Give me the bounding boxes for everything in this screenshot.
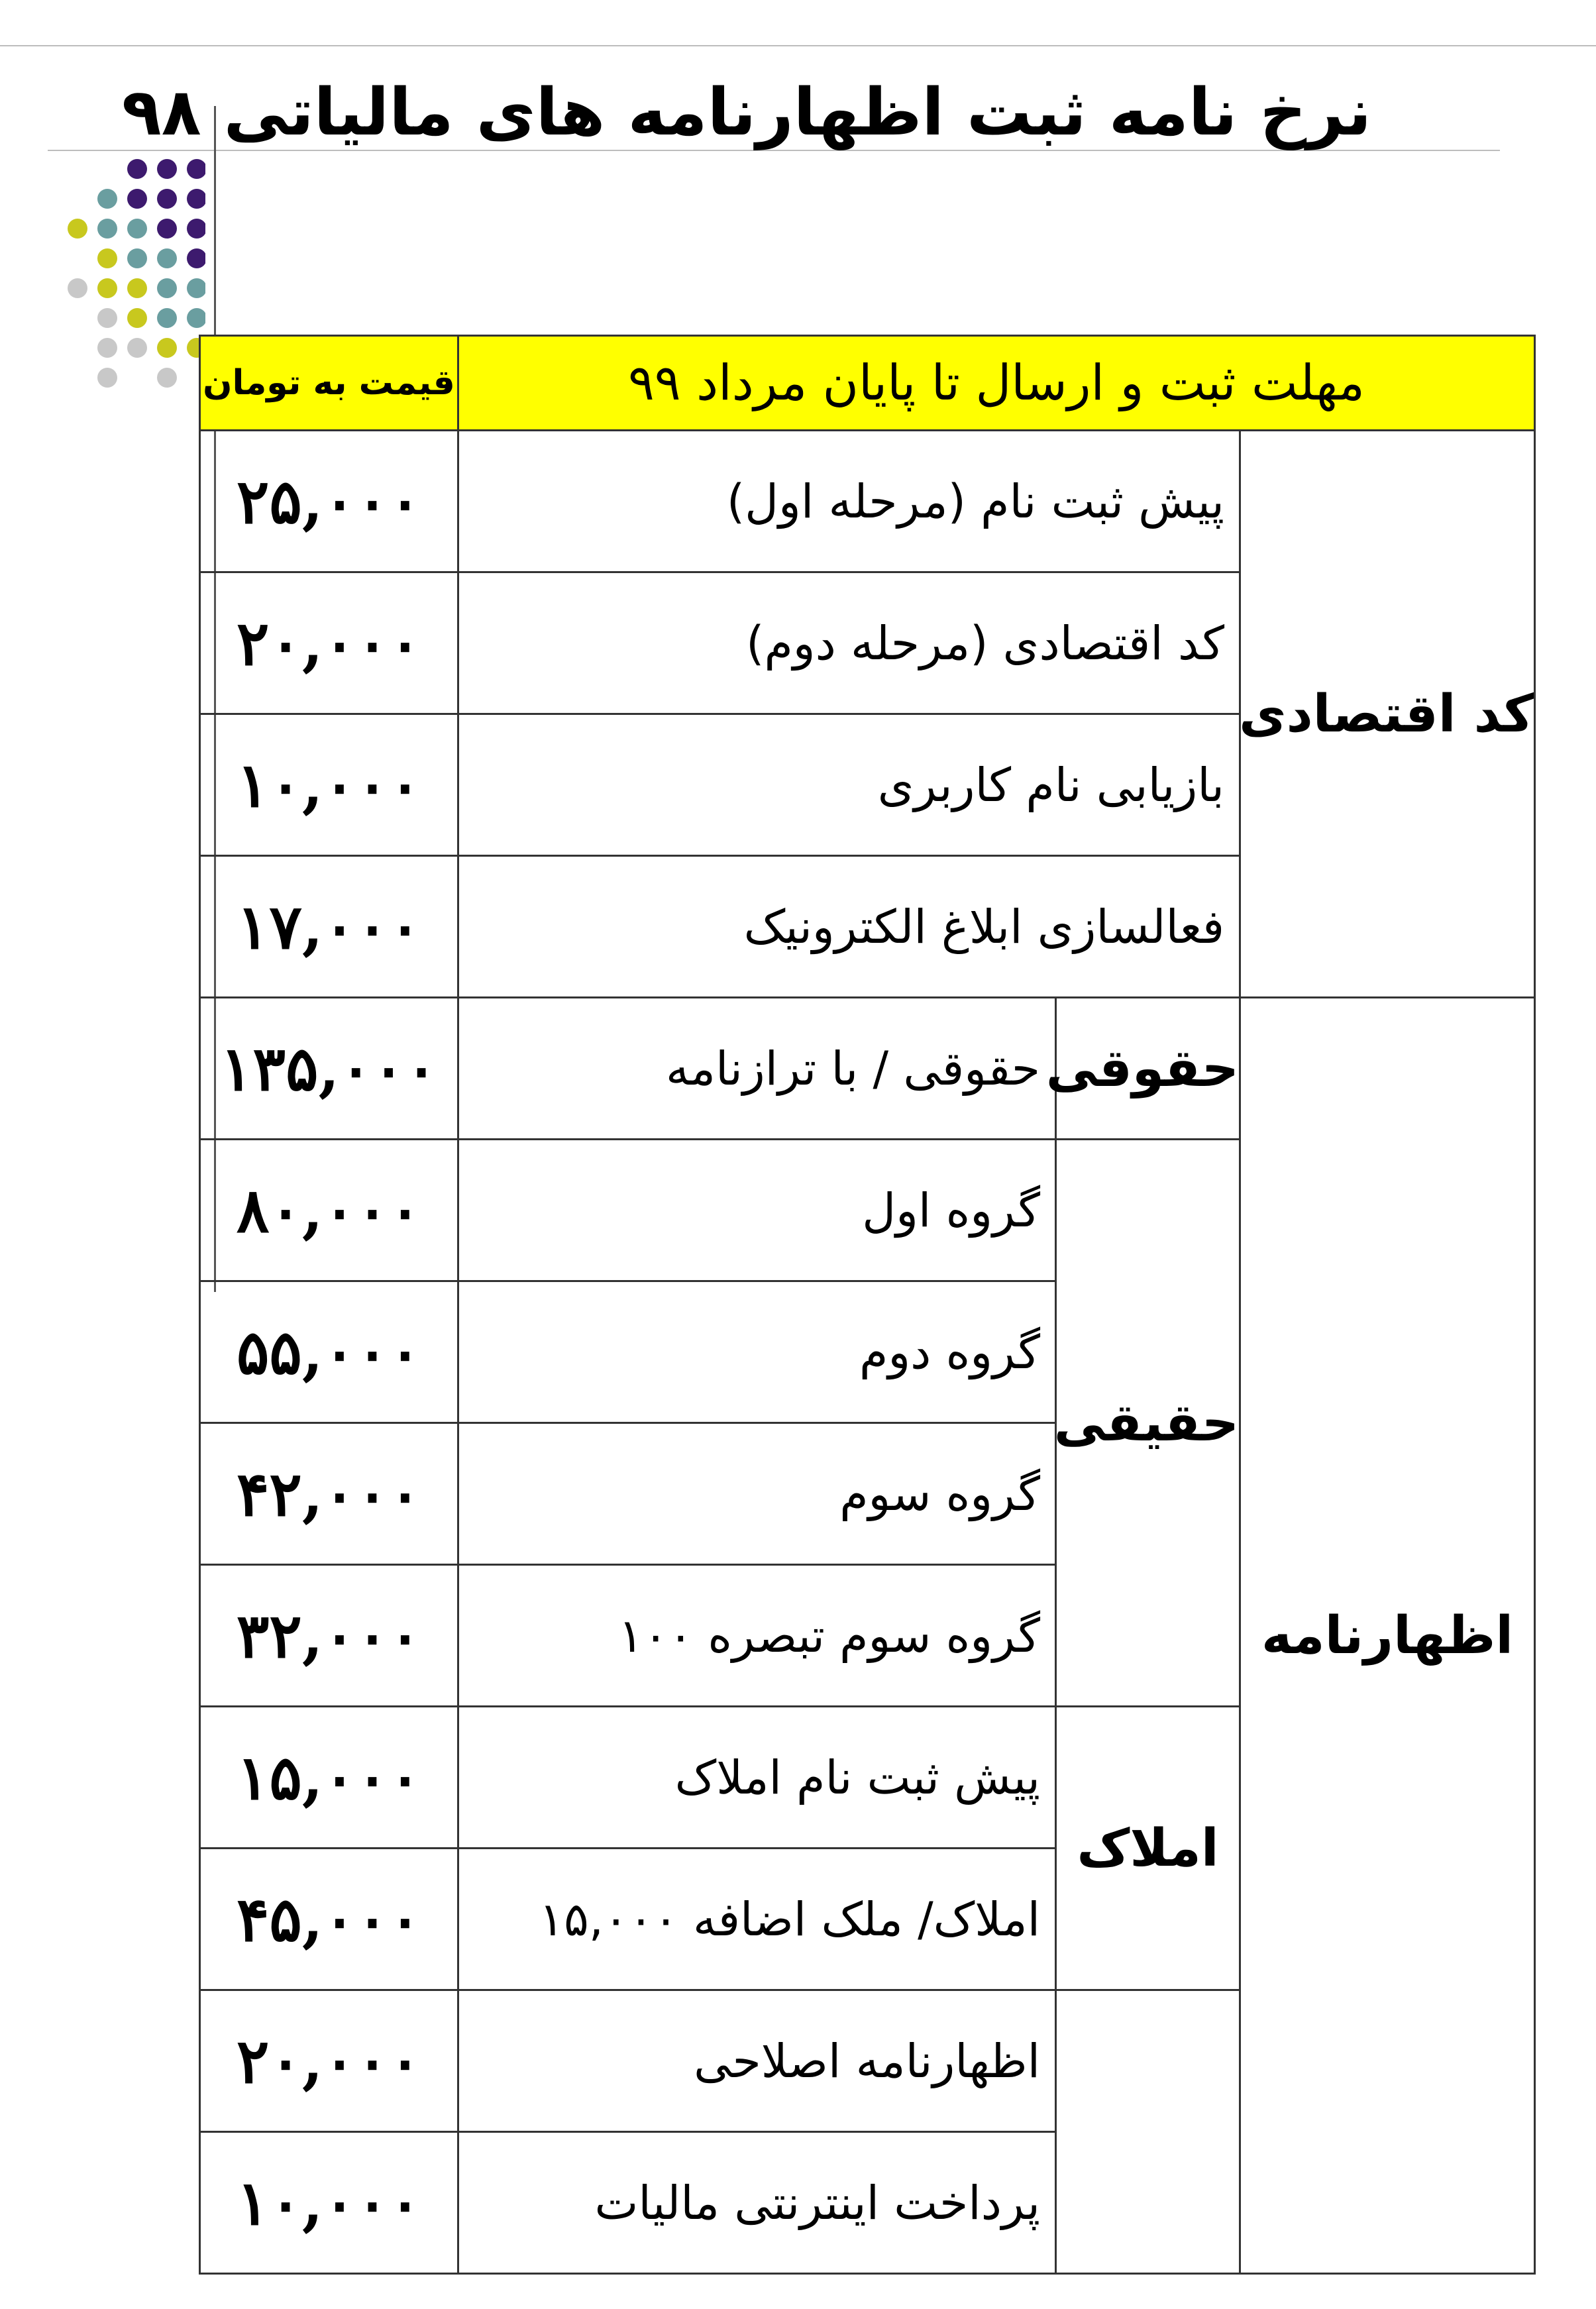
row-item: گروه اول (458, 1140, 1056, 1281)
section-tax-return: اظهارنامه (1240, 998, 1535, 2274)
dot (187, 308, 205, 328)
section-economic-code: کد اقتصادی (1240, 431, 1535, 998)
row-price: ۵۵,۰۰۰ (200, 1281, 458, 1423)
dot (157, 248, 177, 268)
dot (157, 219, 177, 239)
row-item: گروه سوم تبصره ۱۰۰ (458, 1565, 1056, 1707)
dot (157, 159, 177, 179)
row-item: پیش ثبت نام (مرحله اول) (458, 431, 1240, 572)
dot (127, 159, 147, 179)
row-price: ۴۲,۰۰۰ (200, 1423, 458, 1565)
dot (97, 338, 117, 358)
row-price: ۱۰,۰۰۰ (200, 2132, 458, 2274)
dot (97, 368, 117, 388)
row-item: حقوقی / با ترازنامه (458, 998, 1056, 1140)
dot (127, 338, 147, 358)
dot (157, 368, 177, 388)
row-item: کد اقتصادی (مرحله دوم) (458, 572, 1240, 714)
dot (68, 219, 87, 239)
group-individual: حقیقی (1056, 1140, 1240, 1707)
row-price: ۲۰,۰۰۰ (200, 1990, 458, 2132)
group-empty (1056, 1990, 1240, 2274)
dot (97, 308, 117, 328)
row-price: ۱۷,۰۰۰ (200, 856, 458, 998)
dot (97, 219, 117, 239)
dot (127, 248, 147, 268)
dot (97, 189, 117, 209)
group-legal: حقوقی (1056, 998, 1240, 1140)
dot (187, 219, 205, 239)
dot (187, 159, 205, 179)
dot (127, 189, 147, 209)
dot (187, 278, 205, 298)
dot (127, 219, 147, 239)
row-item: گروه دوم (458, 1281, 1056, 1423)
dot (157, 189, 177, 209)
dot (187, 189, 205, 209)
dot (97, 248, 117, 268)
row-price: ۳۲,۰۰۰ (200, 1565, 458, 1707)
row-item: فعالسازی ابلاغ الکترونیک (458, 856, 1240, 998)
page-title: نرخ نامه ثبت اظهارنامه های مالیاتی ۹۸ (121, 75, 1371, 150)
dot (68, 278, 87, 298)
dot (157, 338, 177, 358)
row-price: ۲۰,۰۰۰ (200, 572, 458, 714)
top-rule (0, 45, 1596, 46)
row-item: پیش ثبت نام املاک (458, 1707, 1056, 1849)
rate-table (199, 335, 1536, 2275)
row-price: ۲۵,۰۰۰ (200, 431, 458, 572)
table-header-row (200, 336, 1535, 431)
dot (127, 278, 147, 298)
row-item: املاک/ ملک اضافه ۱۵,۰۰۰ (458, 1849, 1056, 1990)
deadline-header: مهلت ثبت و ارسال تا پایان مرداد ۹۹ (458, 336, 1535, 431)
group-property: املاک (1056, 1707, 1240, 1990)
row-item: پرداخت اینترنتی مالیات (458, 2132, 1056, 2274)
dot (187, 248, 205, 268)
row-price: ۱۳۵,۰۰۰ (200, 998, 458, 1140)
row-price: ۱۰,۰۰۰ (200, 714, 458, 856)
decorative-dot-grid-icon (40, 159, 205, 404)
table-row (200, 431, 1535, 572)
row-price: ۸۰,۰۰۰ (200, 1140, 458, 1281)
row-price: ۴۵,۰۰۰ (200, 1849, 458, 1990)
row-price: ۱۵,۰۰۰ (200, 1707, 458, 1849)
row-item: گروه سوم (458, 1423, 1056, 1565)
table-row (200, 998, 1535, 1140)
price-header: قیمت به تومان (200, 336, 458, 431)
dot (97, 278, 117, 298)
row-item: اظهارنامه اصلاحی (458, 1990, 1056, 2132)
dot (157, 308, 177, 328)
row-item: بازیابی نام کاربری (458, 714, 1240, 856)
dot (157, 278, 177, 298)
dot (127, 308, 147, 328)
